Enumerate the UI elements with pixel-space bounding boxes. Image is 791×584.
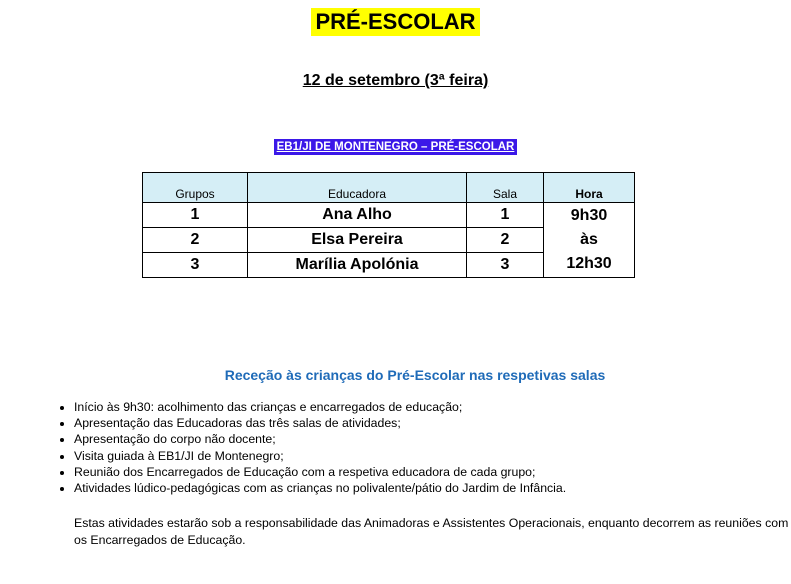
table-header-row <box>143 173 635 203</box>
title-container <box>0 8 791 36</box>
teacher-cell: Elsa Pereira <box>248 228 467 253</box>
group-cell: 2 <box>143 228 248 253</box>
teacher-cell: Ana Alho <box>248 203 467 228</box>
group-cell: 3 <box>143 253 248 278</box>
group-cell: 1 <box>143 203 248 228</box>
page-title: PRÉ-ESCOLAR <box>311 8 479 36</box>
table-row <box>143 203 635 228</box>
school-name: EB1/JI DE MONTENEGRO – PRÉ-ESCOLAR <box>274 139 518 155</box>
list-item: • Apresentação das Educadoras das três salas de atividades; <box>74 415 566 431</box>
list-item: • Apresentação do corpo não docente; <box>74 431 566 447</box>
list-item: • Atividades lúdico-pedagógicas com as crianças no polivalente/pátio do Jardim de Infância. <box>74 480 566 496</box>
list-item: • Reunião dos Encarregados de Educação com a respetiva educadora de cada grupo; <box>74 464 566 480</box>
schedule-table <box>142 172 635 278</box>
section-subheading: Receção às crianças do Pré-Escolar nas respetivas salas <box>224 367 606 383</box>
closing-note: Estas atividades estarão sob a responsabilidade das Animadoras e Assistentes Operacionais, enquanto decorrem as reuniões com os Encarregados de Educação. <box>74 516 789 547</box>
header-room: Sala <box>467 173 544 203</box>
header-teacher: Educadora <box>248 173 467 203</box>
time-cell <box>544 203 635 278</box>
time-start: 9h30 <box>570 207 608 224</box>
list-item: • Visita guiada à EB1/JI de Montenegro; <box>74 448 566 464</box>
time-separator: às <box>580 231 598 248</box>
room-cell: 2 <box>467 228 544 253</box>
time-end: 12h30 <box>566 255 612 272</box>
list-item: • Início às 9h30: acolhimento das crianças e encarregados de educação; <box>74 399 566 415</box>
teacher-cell: Marília Apolónia <box>248 253 467 278</box>
activities-list <box>56 399 566 496</box>
event-date: 12 de setembro (3ª feira) <box>302 72 489 89</box>
header-time: Hora <box>544 173 635 203</box>
header-groups: Grupos <box>143 173 248 203</box>
room-cell: 3 <box>467 253 544 278</box>
room-cell: 1 <box>467 203 544 228</box>
school-container <box>0 137 791 155</box>
